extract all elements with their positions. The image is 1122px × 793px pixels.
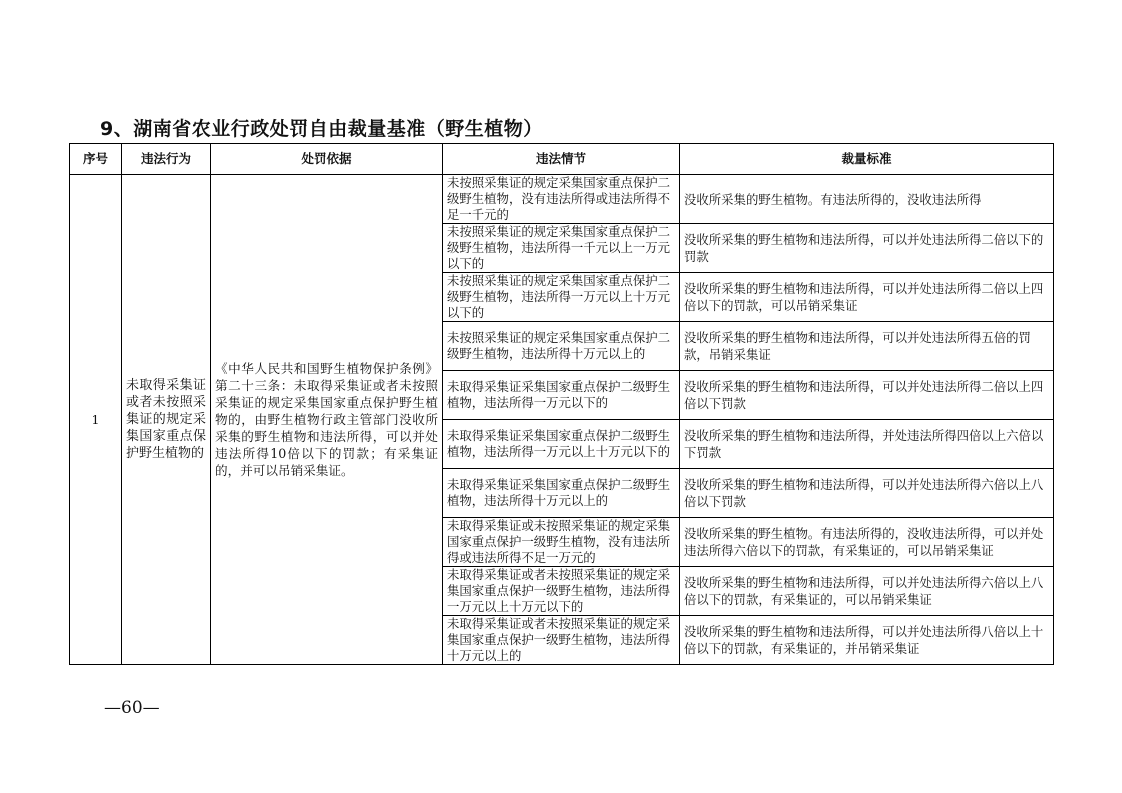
circumstance-cell: 未按照采集证的规定采集国家重点保护二级野生植物，违法所得一千元以上一万元以下的: [443, 224, 680, 273]
header-seq: 序号: [70, 144, 122, 175]
circumstance-cell: 未按照采集证的规定采集国家重点保护二级野生植物，违法所得一万元以上十万元以下的: [443, 273, 680, 322]
circumstance-cell: 未取得采集证采集国家重点保护二级野生植物，违法所得十万元以上的: [443, 469, 680, 518]
standard-cell: 没收所采集的野生植物和违法所得，可以并处违法所得二倍以下的罚款: [680, 224, 1054, 273]
circumstance-cell: 未取得采集证或者未按照采集证的规定采集国家重点保护一级野生植物，违法所得一万元以上十万元以下的: [443, 567, 680, 616]
circumstance-cell: 未取得采集证或者未按照采集证的规定采集国家重点保护一级野生植物，违法所得十万元以上的: [443, 616, 680, 665]
circumstance-cell: 未按照采集证的规定采集国家重点保护二级野生植物，没有违法所得或违法所得不足一千元的: [443, 175, 680, 224]
circumstance-cell: 未取得采集证采集国家重点保护二级野生植物，违法所得一万元以下的: [443, 371, 680, 420]
table-header-row: [70, 144, 1054, 175]
seq-cell: 1: [70, 175, 122, 665]
discretion-table: [69, 143, 1054, 665]
standard-cell: 没收所采集的野生植物。有违法所得的，没收违法所得: [680, 175, 1054, 224]
header-circumstance: 违法情节: [443, 144, 680, 175]
circumstance-cell: 未取得采集证或未按照采集证的规定采集国家重点保护一级野生植物，没有违法所得或违法所得不足一万元的: [443, 518, 680, 567]
standard-cell: 没收所采集的野生植物和违法所得，可以并处违法所得六倍以上八倍以下的罚款，有采集证的，可以吊销采集证: [680, 567, 1054, 616]
circumstance-cell: 未按照采集证的规定采集国家重点保护二级野生植物，违法所得十万元以上的: [443, 322, 680, 371]
header-standard: 裁量标准: [680, 144, 1054, 175]
header-behavior: 违法行为: [122, 144, 211, 175]
table-row: [70, 175, 1054, 224]
standard-cell: 没收所采集的野生植物和违法所得，可以并处违法所得八倍以上十倍以下的罚款，有采集证的，并吊销采集证: [680, 616, 1054, 665]
standard-cell: 没收所采集的野生植物。有违法所得的，没收违法所得，可以并处违法所得六倍以下的罚款，有采集证的，可以吊销采集证: [680, 518, 1054, 567]
standard-cell: 没收所采集的野生植物和违法所得，并处违法所得四倍以上六倍以下罚款: [680, 420, 1054, 469]
basis-cell: 《中华人民共和国野生植物保护条例》第二十三条：未取得采集证或者未按照采集证的规定采集国家重点保护野生植物的，由野生植物行政主管部门没收所采集的野生植物和违法所得，可以并处违法所得10倍以下的罚款；有采集证的，并可以吊销采集证。: [211, 175, 443, 665]
page-title: 9、湖南省农业行政处罚自由裁量基准（野生植物）: [100, 118, 543, 140]
standard-cell: 没收所采集的野生植物和违法所得，可以并处违法所得二倍以上四倍以下的罚款，可以吊销采集证: [680, 273, 1054, 322]
behavior-cell: 未取得采集证或者未按照采集证的规定采集国家重点保护野生植物的: [122, 175, 211, 665]
standard-cell: 没收所采集的野生植物和违法所得，可以并处违法所得五倍的罚款，吊销采集证: [680, 322, 1054, 371]
circumstance-cell: 未取得采集证采集国家重点保护二级野生植物，违法所得一万元以上十万元以下的: [443, 420, 680, 469]
standard-cell: 没收所采集的野生植物和违法所得，可以并处违法所得二倍以上四倍以下罚款: [680, 371, 1054, 420]
standard-cell: 没收所采集的野生植物和违法所得，可以并处违法所得六倍以上八倍以下罚款: [680, 469, 1054, 518]
header-basis: 处罚依据: [211, 144, 443, 175]
page-number: —60—: [104, 698, 160, 718]
